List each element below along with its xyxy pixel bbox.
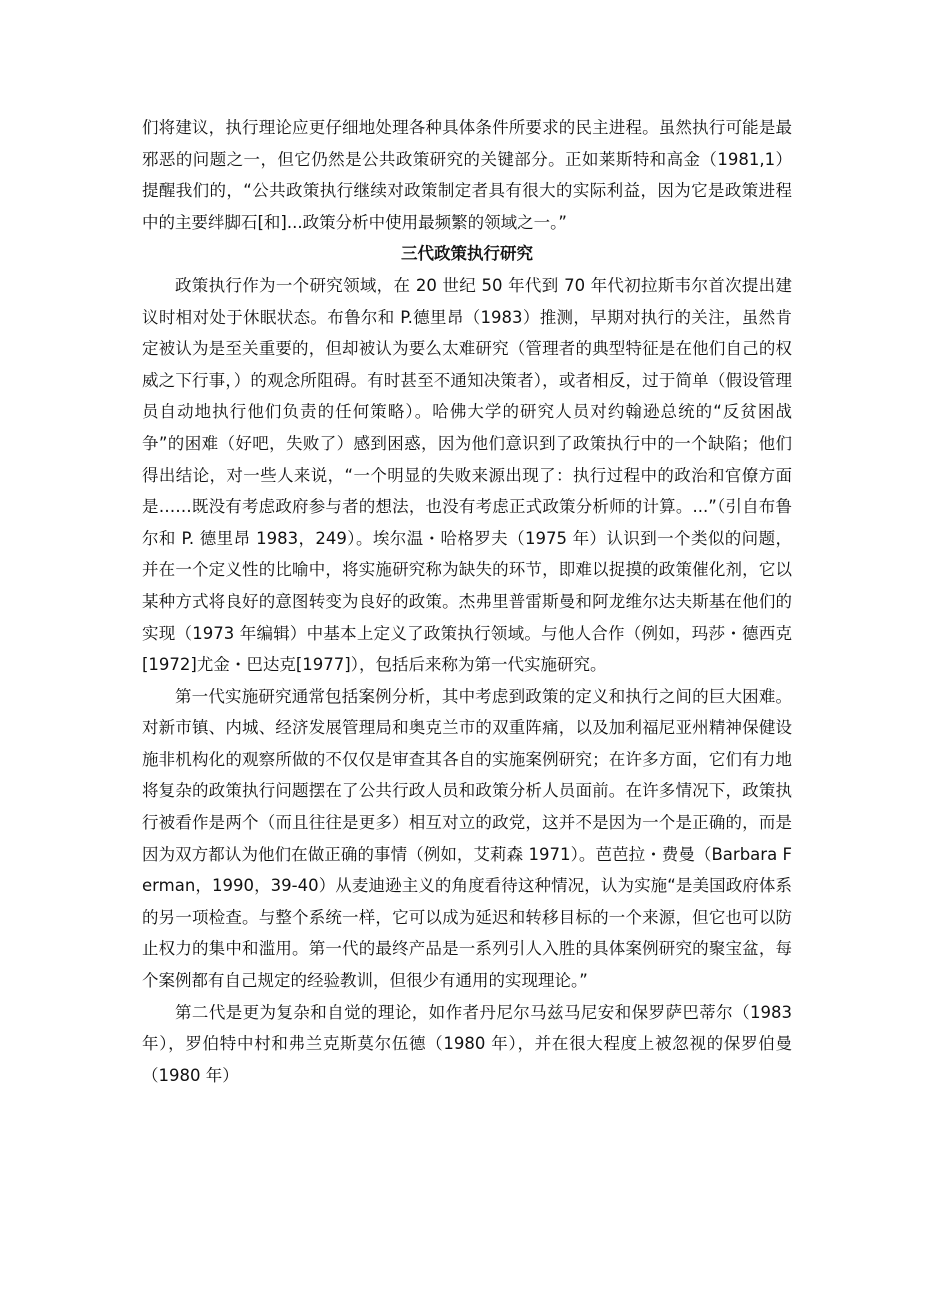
section-heading: 三代政策执行研究 (401, 244, 533, 264)
opening-paragraph: 们将建议，执行理论应更仔细地处理各种具体条件所要求的民主进程。虽然执行可能是最邪恶的问题之一，但它仍然是公共政策研究的关键部分。正如莱斯特和高金（1981,1）提醒我们的，“公共政策执行继续对政策制定者具有很大的实际利益，因为它是政策进程中的主要绊脚石[和]...政策分析中使用最频繁的领域之一。” (142, 118, 792, 232)
body-paragraph-2: 第一代实施研究通常包括案例分析，其中考虑到政策的定义和执行之间的巨大困难。对新市镇、内城、经济发展管理局和奥克兰市的双重阵痛，以及加利福尼亚州精神保健设施非机构化的观察所做的不仅仅是审查其各自的实施案例研究；在许多方面，它们有力地将复杂的政策执行问题摆在了公共行政人员和政策分析人员面前。在许多情况下，政策执行被看作是两个（而且往往是更多）相互对立的政党，这并不是因为一个是正确的，而是因为双方都认为他们在做正确的事情（例如，艾莉森 1971）。芭芭拉・费曼（Barbara Ferman，1990，39-40）从麦迪逊主义的角度看待这种情况，认为实施“是美国政府体系的另一项检查。与整个系统一样，它可以成为延迟和转移目标的一个来源，但它也可以防止权力的集中和滥用。第一代的最终产品是一系列引人入胜的具体案例研究的聚宝盆，每个案例都有自己规定的经验教训，但很少有通用的实现理论。” (142, 686, 792, 991)
document-page (142, 112, 792, 1091)
body-paragraph-3: 第二代是更为复杂和自觉的理论，如作者丹尼尔马兹马尼安和保罗萨巴蒂尔（1983 年），罗伯特中村和弗兰克斯莫尔伍德（1980 年），并在很大程度上被忽视的保罗伯曼（1980 年） (142, 1002, 792, 1085)
body-paragraph-1: 政策执行作为一个研究领域，在 20 世纪 50 年代到 70 年代初拉斯韦尔首次提出建议时相对处于休眠状态。布鲁尔和 P.德里昂（1983）推测，早期对执行的关注，虽然肯定被认为是至关重要的，但却被认为要么太难研究（管理者的典型特征是在他们自己的权威之下行事，）的观念所阻碍。有时甚至不通知决策者），或者相反，过于简单（假设管理员自动地执行他们负责的任何策略）。哈佛大学的研究人员对约翰逊总统的“反贫困战争”的困难（好吧，失败了）感到困惑，因为他们意识到了政策执行中的一个缺陷；他们得出结论，对一些人来说，“一个明显的失败来源出现了：执行过程中的政治和官僚方面是……既没有考虑政府参与者的想法，也没有考虑正式政策分析师的计算。...”（引自布鲁尔和 P. 德里昂 1983，249）。埃尔温・哈格罗夫（1975 年）认识到一个类似的问题，并在一个定义性的比喻中，将实施研究称为缺失的环节，即难以捉摸的政策催化剂，它以某种方式将良好的意图转变为良好的政策。杰弗里普雷斯曼和阿龙维尔达夫斯基在他们的实现（1973 年编辑）中基本上定义了政策执行领域。与他人合作（例如，玛莎・德西克[1972]尤金・巴达克[1977]），包括后来称为第一代实施研究。 (142, 275, 792, 675)
